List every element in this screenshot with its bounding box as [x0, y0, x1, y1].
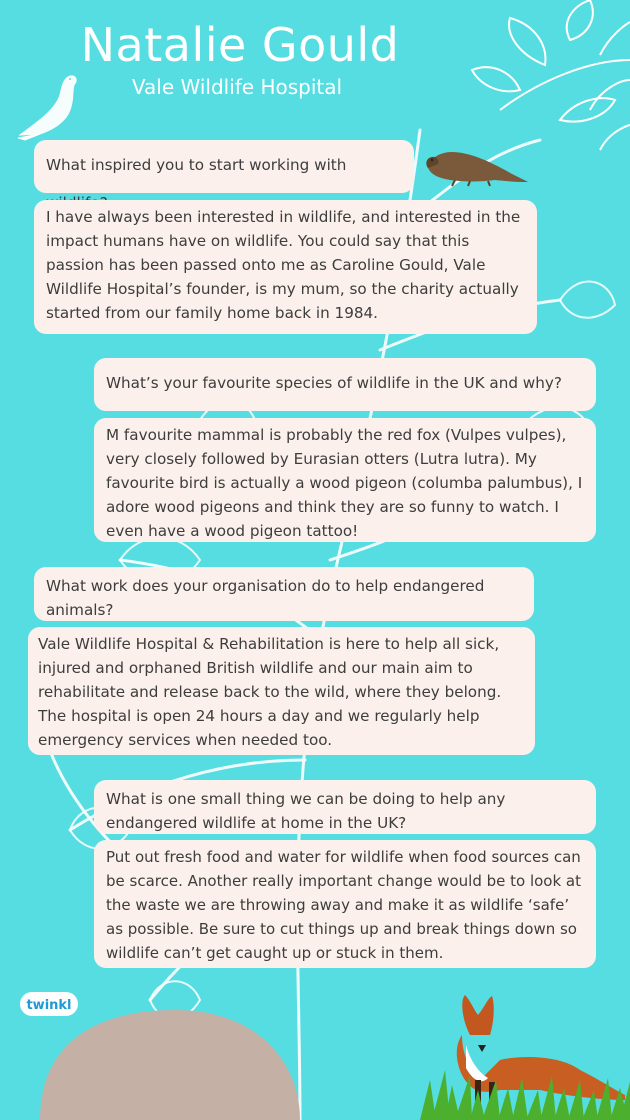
answer-bubble-2: [94, 418, 596, 542]
question-text-3: What work does your organisation do to help endangered animals?: [46, 577, 485, 619]
answer-text-2: M favourite mammal is probably the red fox (Vulpes vulpes), very closely followed by Eurasian otters (Lutra lutra). My favourite bird is actually a wood pigeon (columba palumbus), I adore wood pigeons and think they are so funny to watch. I even have a wood pigeon tattoo!: [106, 426, 583, 540]
answer-bubble-4: [94, 840, 596, 968]
twinkl-logo: [20, 990, 78, 1018]
otter-illustration: [426, 152, 528, 186]
question-bubble-2: [94, 358, 596, 411]
answer-text-1: I have always been interested in wildlife, and interested in the impact humans have on wildlife. You could say that this passion has been passed onto me as Caroline Gould, Vale Wildlife Hospital’s founder, is my mum, so the charity actually started from our family home back in 1984.: [46, 208, 521, 322]
fox-illustration: [457, 995, 625, 1110]
answer-text-3: Vale Wildlife Hospital & Rehabilitation is here to help all sick, injured and orphaned British wildlife and our main aim to rehabilitate and release back to the wild, where they belong. The hospital is open 24 hours a day and we regularly help emergency services when needed too.: [38, 635, 502, 749]
answer-text-4: Put out fresh food and water for wildlife when food sources can be scarce. Another really important change would be to look at the waste we are throwing away and make it as wildlife ‘safe’ as possible. Be sure to cut things up and break things down so wildlife can’t get caught up or stuck in them.: [106, 848, 582, 962]
question-text-1: What inspired you to start working with: [46, 156, 347, 174]
organisation-subtitle: Vale Wildlife Hospital: [131, 75, 343, 99]
answer-bubble-3: [28, 627, 535, 755]
mound-shape: [40, 1010, 300, 1120]
answer-bubble-1: [34, 200, 537, 334]
branch-illustration: [472, 0, 630, 150]
question-text-2: What’s your favourite species of wildlife in the UK and why?: [106, 374, 562, 392]
question-text-4: What is one small thing we can be doing to help any endangered wildlife at home in the UK?: [106, 790, 506, 832]
question-bubble-4: [94, 780, 596, 834]
page-title: Natalie Gould: [80, 18, 400, 72]
question-bubble-1: [34, 140, 414, 193]
twinkl-logo-text: twinkl: [26, 998, 72, 1013]
question-bubble-3: [34, 567, 534, 621]
